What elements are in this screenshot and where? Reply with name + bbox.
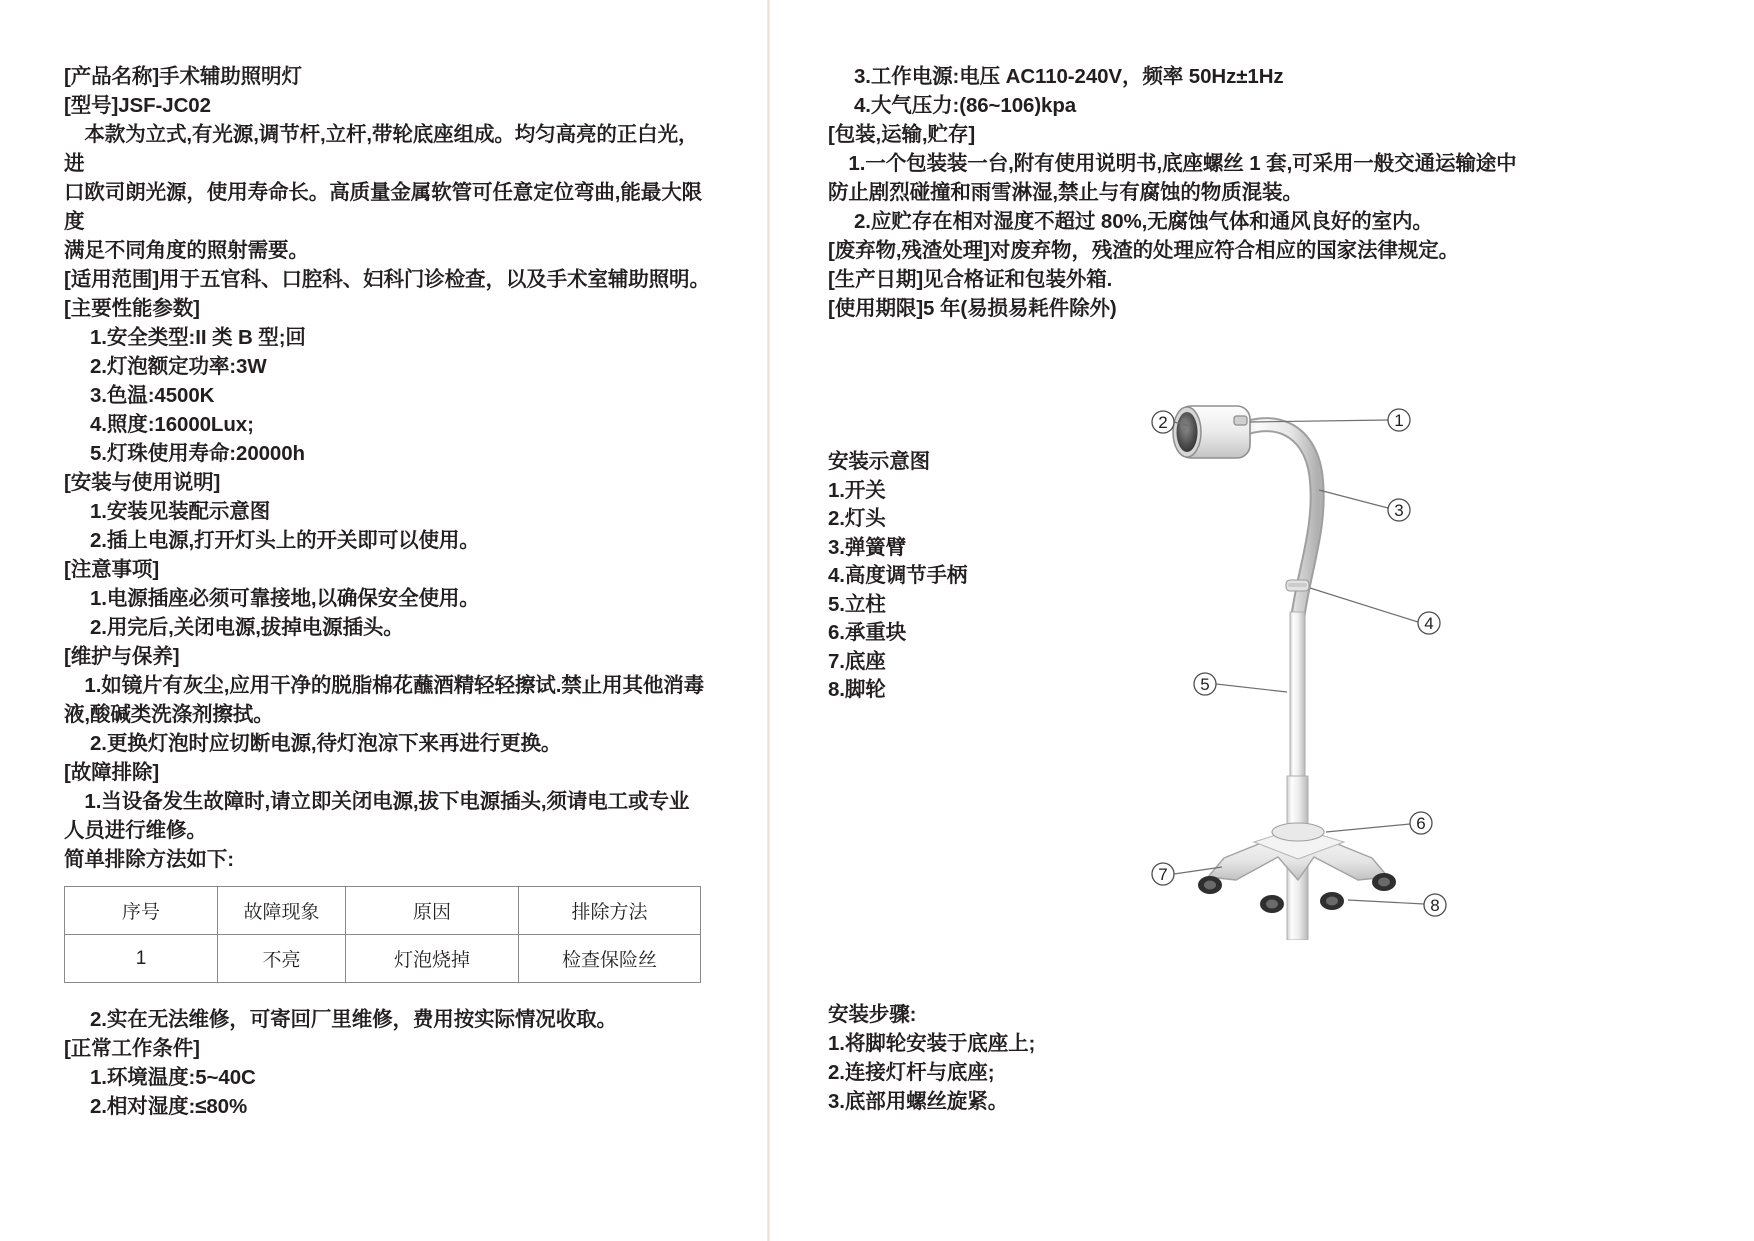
diagram-label-3: 3.弹簧臂: [828, 535, 907, 559]
troubleshooting-table-intro: 简单排除方法如下:: [64, 848, 234, 871]
diagram-label-7: 7.底座: [828, 649, 886, 673]
production-date-line: [生产日期]见合格证和包装外箱.: [828, 268, 1113, 291]
condition-item-3: 3.工作电源:电压 AC110-240V，频率 50Hz±1Hz: [854, 65, 1284, 88]
caution-item-2: 2.用完后,关闭电源,拔掉电源插头。: [90, 616, 404, 639]
step-item-2: 2.连接灯杆与底座;: [828, 1061, 995, 1084]
callout-8: [1424, 894, 1446, 916]
left-text-column: [64, 62, 712, 1121]
lamp-head-group: [1173, 406, 1250, 458]
troubleshooting-item-1-line-2: 人员进行维修。: [64, 819, 207, 842]
table-cell-index: 1: [65, 935, 218, 983]
caution-heading: [注意事项]: [64, 558, 160, 581]
caution-item-1: 1.电源插座必须可靠接地,以确保安全使用。: [90, 587, 480, 610]
troubleshooting-table-wrapper: [64, 886, 712, 983]
diagram-label-2: 2.灯头: [828, 507, 886, 530]
param-item-1: 1.安全类型:II 类 B 型;回: [90, 326, 306, 349]
callout-2: [1152, 411, 1174, 433]
param-item-4: 4.照度:16000Lux;: [90, 413, 254, 436]
intro-line-3: 满足不同角度的照射需要。: [64, 239, 309, 262]
callout-5: [1194, 673, 1216, 695]
diagram-title: 安装示意图: [828, 450, 930, 473]
diagram-label-5: 5.立柱: [828, 592, 886, 616]
diagram-label-list: [828, 448, 1058, 705]
callout-6: [1410, 812, 1432, 834]
conditions-heading: [正常工作条件]: [64, 1037, 200, 1060]
packing-heading: [包装,运输,贮存]: [828, 123, 976, 146]
troubleshooting-heading: [故障排除]: [64, 761, 160, 784]
diagram-label-4: 4.高度调节手柄: [828, 564, 968, 587]
product-name-line: [产品名称]手术辅助照明灯: [64, 65, 302, 88]
callout-5-label: 5: [1200, 675, 1210, 694]
maintenance-item-1-line-2: 液,酸碱类洗涤剂擦拭。: [64, 703, 274, 726]
packing-item-2: 2.应贮存在相对湿度不超过 80%,无腐蚀气体和通风良好的室内。: [854, 210, 1433, 233]
model-line: [型号]JSF-JC02: [64, 94, 211, 117]
params-heading: [主要性能参数]: [64, 297, 200, 320]
diagram-label-6: 6.承重块: [828, 621, 907, 644]
diagram-label-8: 8.脚轮: [828, 678, 886, 701]
callout-2-label: 2: [1158, 413, 1168, 432]
table-header-cell-remedy: 排除方法: [519, 887, 701, 935]
surgical-lamp-illustration: [1058, 380, 1518, 940]
page-fold-divider: [767, 0, 770, 1241]
troubleshooting-item-1-line-1: 1.当设备发生故障时,请立即关闭电源,拔下电源插头,须请电工或专业: [64, 790, 690, 813]
packing-item-1-line-1: 1.一个包装装一台,附有使用说明书,底座螺丝 1 套,可采用一般交通运输途中: [828, 152, 1517, 175]
param-item-5: 5.灯珠使用寿命:20000h: [90, 442, 305, 465]
packing-item-1-line-2: 防止剧烈碰撞和雨雪淋湿,禁止与有腐蚀的物质混装。: [828, 181, 1303, 204]
table-header-row: [65, 887, 701, 935]
param-item-2: 2.灯泡额定功率:3W: [90, 355, 267, 378]
install-item-2: 2.插上电源,打开灯头上的开关即可以使用。: [90, 529, 480, 552]
scope-line: [适用范围]用于五官科、口腔科、妇科门诊检查，以及手术室辅助照明。: [64, 268, 710, 291]
table-cell-cause: 灯泡烧掉: [346, 935, 519, 983]
table-header-cell-index: 序号: [65, 887, 218, 935]
steps-title: 安装步骤:: [828, 1003, 917, 1026]
troubleshooting-table: [64, 886, 701, 983]
height-adjust-handle: [1286, 580, 1309, 591]
install-heading: [安装与使用说明]: [64, 471, 221, 494]
waste-disposal-line: [废弃物,残渣处理]对废弃物，残渣的处理应符合相应的国家法律规定。: [828, 239, 1460, 262]
table-header-cell-cause: 原因: [346, 887, 519, 935]
param-item-3: 3.色温:4500K: [90, 384, 215, 407]
assembly-diagram-block: [828, 380, 1518, 1020]
troubleshooting-item-2: 2.实在无法维修，可寄回厂里维修，费用按实际情况收取。: [90, 1008, 617, 1031]
callout-1: [1388, 409, 1410, 431]
maintenance-item-1-line-1: 1.如镜片有灰尘,应用干净的脱脂棉花蘸酒精轻轻擦试.禁止用其他消毒: [64, 674, 705, 697]
maintenance-heading: [维护与保养]: [64, 645, 180, 668]
step-item-3: 3.底部用螺丝旋紧。: [828, 1090, 1009, 1113]
service-life-line: [使用期限]5 年(易损易耗件除外): [828, 297, 1117, 320]
condition-item-4: 4.大气压力:(86~106)kpa: [854, 94, 1077, 117]
table-row: [65, 935, 701, 983]
callout-7-label: 7: [1158, 865, 1168, 884]
right-text-column: [828, 62, 1518, 323]
table-cell-symptom: 不亮: [218, 935, 346, 983]
lamp-base-group: [1208, 823, 1388, 880]
condition-item-1: 1.环境温度:5~40C: [90, 1066, 256, 1089]
callout-4-label: 4: [1424, 614, 1434, 633]
callout-6-label: 6: [1416, 814, 1426, 833]
table-cell-remedy: 检查保险丝: [519, 935, 701, 983]
condition-item-2: 2.相对湿度:≤80%: [90, 1095, 248, 1118]
callout-8-label: 8: [1430, 896, 1440, 915]
callout-7: [1152, 863, 1174, 885]
step-item-1: 1.将脚轮安装于底座上;: [828, 1032, 1036, 1055]
table-header-cell-symptom: 故障现象: [218, 887, 346, 935]
install-item-1: 1.安装见装配示意图: [90, 500, 271, 523]
callout-1-label: 1: [1394, 411, 1404, 430]
callout-4: [1418, 612, 1440, 634]
maintenance-item-2: 2.更换灯泡时应切断电源,待灯泡凉下来再进行更换。: [90, 732, 562, 755]
diagram-label-1: 1.开关: [828, 478, 886, 502]
intro-line-2: 口欧司朗光源，使用寿命长。高质量金属软管可任意定位弯曲,能最大限度: [64, 181, 702, 233]
callout-3-label: 3: [1394, 501, 1404, 520]
callout-3: [1388, 499, 1410, 521]
intro-line-1: 本款为立式,有光源,调节杆,立杆,带轮底座组成。均匀高亮的正白光，进: [64, 123, 699, 175]
assembly-steps-block: [828, 1000, 1158, 1116]
